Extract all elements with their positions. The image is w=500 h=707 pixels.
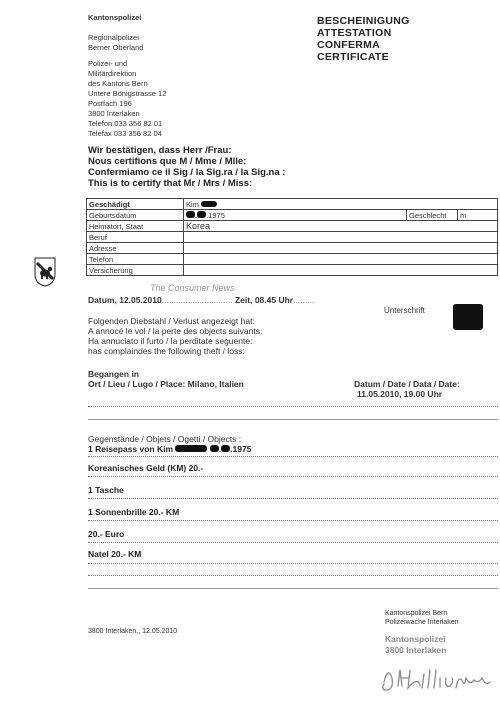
department: Polizei- und Militärdirektion des Kantons Bern [88, 59, 148, 88]
dotted-line [88, 563, 498, 564]
personal-data-table [86, 198, 498, 276]
incident-date: Datum / Date / Data / Date: 11.05.2010, 19.00 Uhr [354, 379, 460, 399]
address-block: Untere Bönigstrasse 12 Postfach 196 3800 Interlaken Telefon 033 356 82 01 Telefax 033 356 82 04 [88, 89, 167, 138]
signing-date-line: Datum, 12.05.2010.............................. Zeit, 08.45 Uhr......... [88, 295, 315, 305]
object-item-phone: Natel 20.- KM [88, 549, 142, 559]
dotted-line [88, 476, 498, 477]
separator-line [88, 588, 498, 589]
dotted-line [88, 520, 498, 521]
dotted-line [88, 542, 498, 543]
birth-value: . .1975 [184, 210, 407, 221]
victim-label: Geschädigt [87, 199, 184, 210]
origin-row [87, 221, 498, 232]
certify-statement: Wir bestätigen, dass Herr /Frau: Nous certifions que M / Mme / Mlle: Confermiamo ce il Sig / la Sig.ra / la Sig.na : This is to certify that Mr / Mrs / Miss: [88, 145, 286, 189]
signature-redaction [453, 304, 483, 330]
origin-label: Heimatort, Staat [87, 221, 184, 232]
redaction-mark [210, 445, 219, 452]
phone-row [87, 254, 498, 265]
insurance-label: Versicherung [87, 265, 184, 276]
birth-label: Geburtsdatum [87, 210, 184, 221]
insurance-row [87, 265, 498, 276]
object-item-passport: 1 Reisepass von Kim . .1975 [88, 444, 252, 454]
redaction-mark [175, 445, 207, 452]
theft-statement: Folgenden Diebstahl / Verlust angezeigt hat: A annocé le vol / la perte des objects suivants: Ha annuciato il furto / la perditate seguente: has complaindes the following theft / loss: [88, 316, 263, 356]
insurance-value [184, 265, 498, 276]
victim-row [87, 199, 498, 210]
separator-line [88, 419, 498, 420]
sex-value: m [458, 210, 498, 221]
job-label: Beruf [87, 232, 184, 243]
object-item-sunglasses: 1 Sonnenbrille 20.- KM [88, 507, 180, 517]
dotted-line [88, 406, 498, 407]
sex-label: Geschlecht [407, 210, 458, 221]
object-item-bag: 1 Tasche [88, 485, 124, 495]
phone-label: Telefon [87, 254, 184, 265]
signature-label: Unterschrift [384, 306, 425, 315]
bern-bear-crest-icon [34, 257, 56, 287]
dotted-line [88, 575, 498, 576]
birth-row [87, 210, 498, 221]
origin-value: Korea [184, 221, 498, 232]
job-row [87, 232, 498, 243]
address-value [184, 243, 498, 254]
footer-office: Kantonspolizei Bern Polizeiwache Interlaken [385, 610, 459, 626]
address-label: Adresse [87, 243, 184, 254]
watermark-text: The Consumer News [150, 283, 235, 293]
object-item-euro: 20.- Euro [88, 529, 125, 539]
dotted-line [88, 498, 498, 499]
authority-name: Kantonspolizei [88, 13, 142, 22]
victim-value: Kim [184, 199, 498, 210]
document-title: BESCHEINIGUNG ATTESTATION CONFERMA CERTIFICATE [317, 15, 410, 63]
police-stamp: Kantonspolizei 3800 Interlaken [385, 634, 447, 655]
redaction-mark [186, 211, 195, 218]
address-row [87, 243, 498, 254]
phone-value [184, 254, 498, 265]
job-value [184, 232, 498, 243]
redaction-mark [201, 201, 217, 207]
officer-signature-icon [378, 660, 496, 698]
dotted-line [88, 456, 498, 457]
footer-place-date: 3800 Interlaken,, 12.05.2010 [88, 628, 178, 635]
objects-heading: Gegenstände / Objets / Ogetti / Objects : [88, 434, 242, 444]
incident-place: Begangen in Ort / Lieu / Lugo / Place: Milano, Italien [88, 369, 244, 389]
object-item-money: Koreanisches Geld (KM) 20.- [88, 463, 204, 473]
redaction-mark [221, 445, 230, 452]
redaction-mark [197, 211, 206, 218]
unit-name: Regionalpolizei Berner Oberland [88, 33, 144, 52]
